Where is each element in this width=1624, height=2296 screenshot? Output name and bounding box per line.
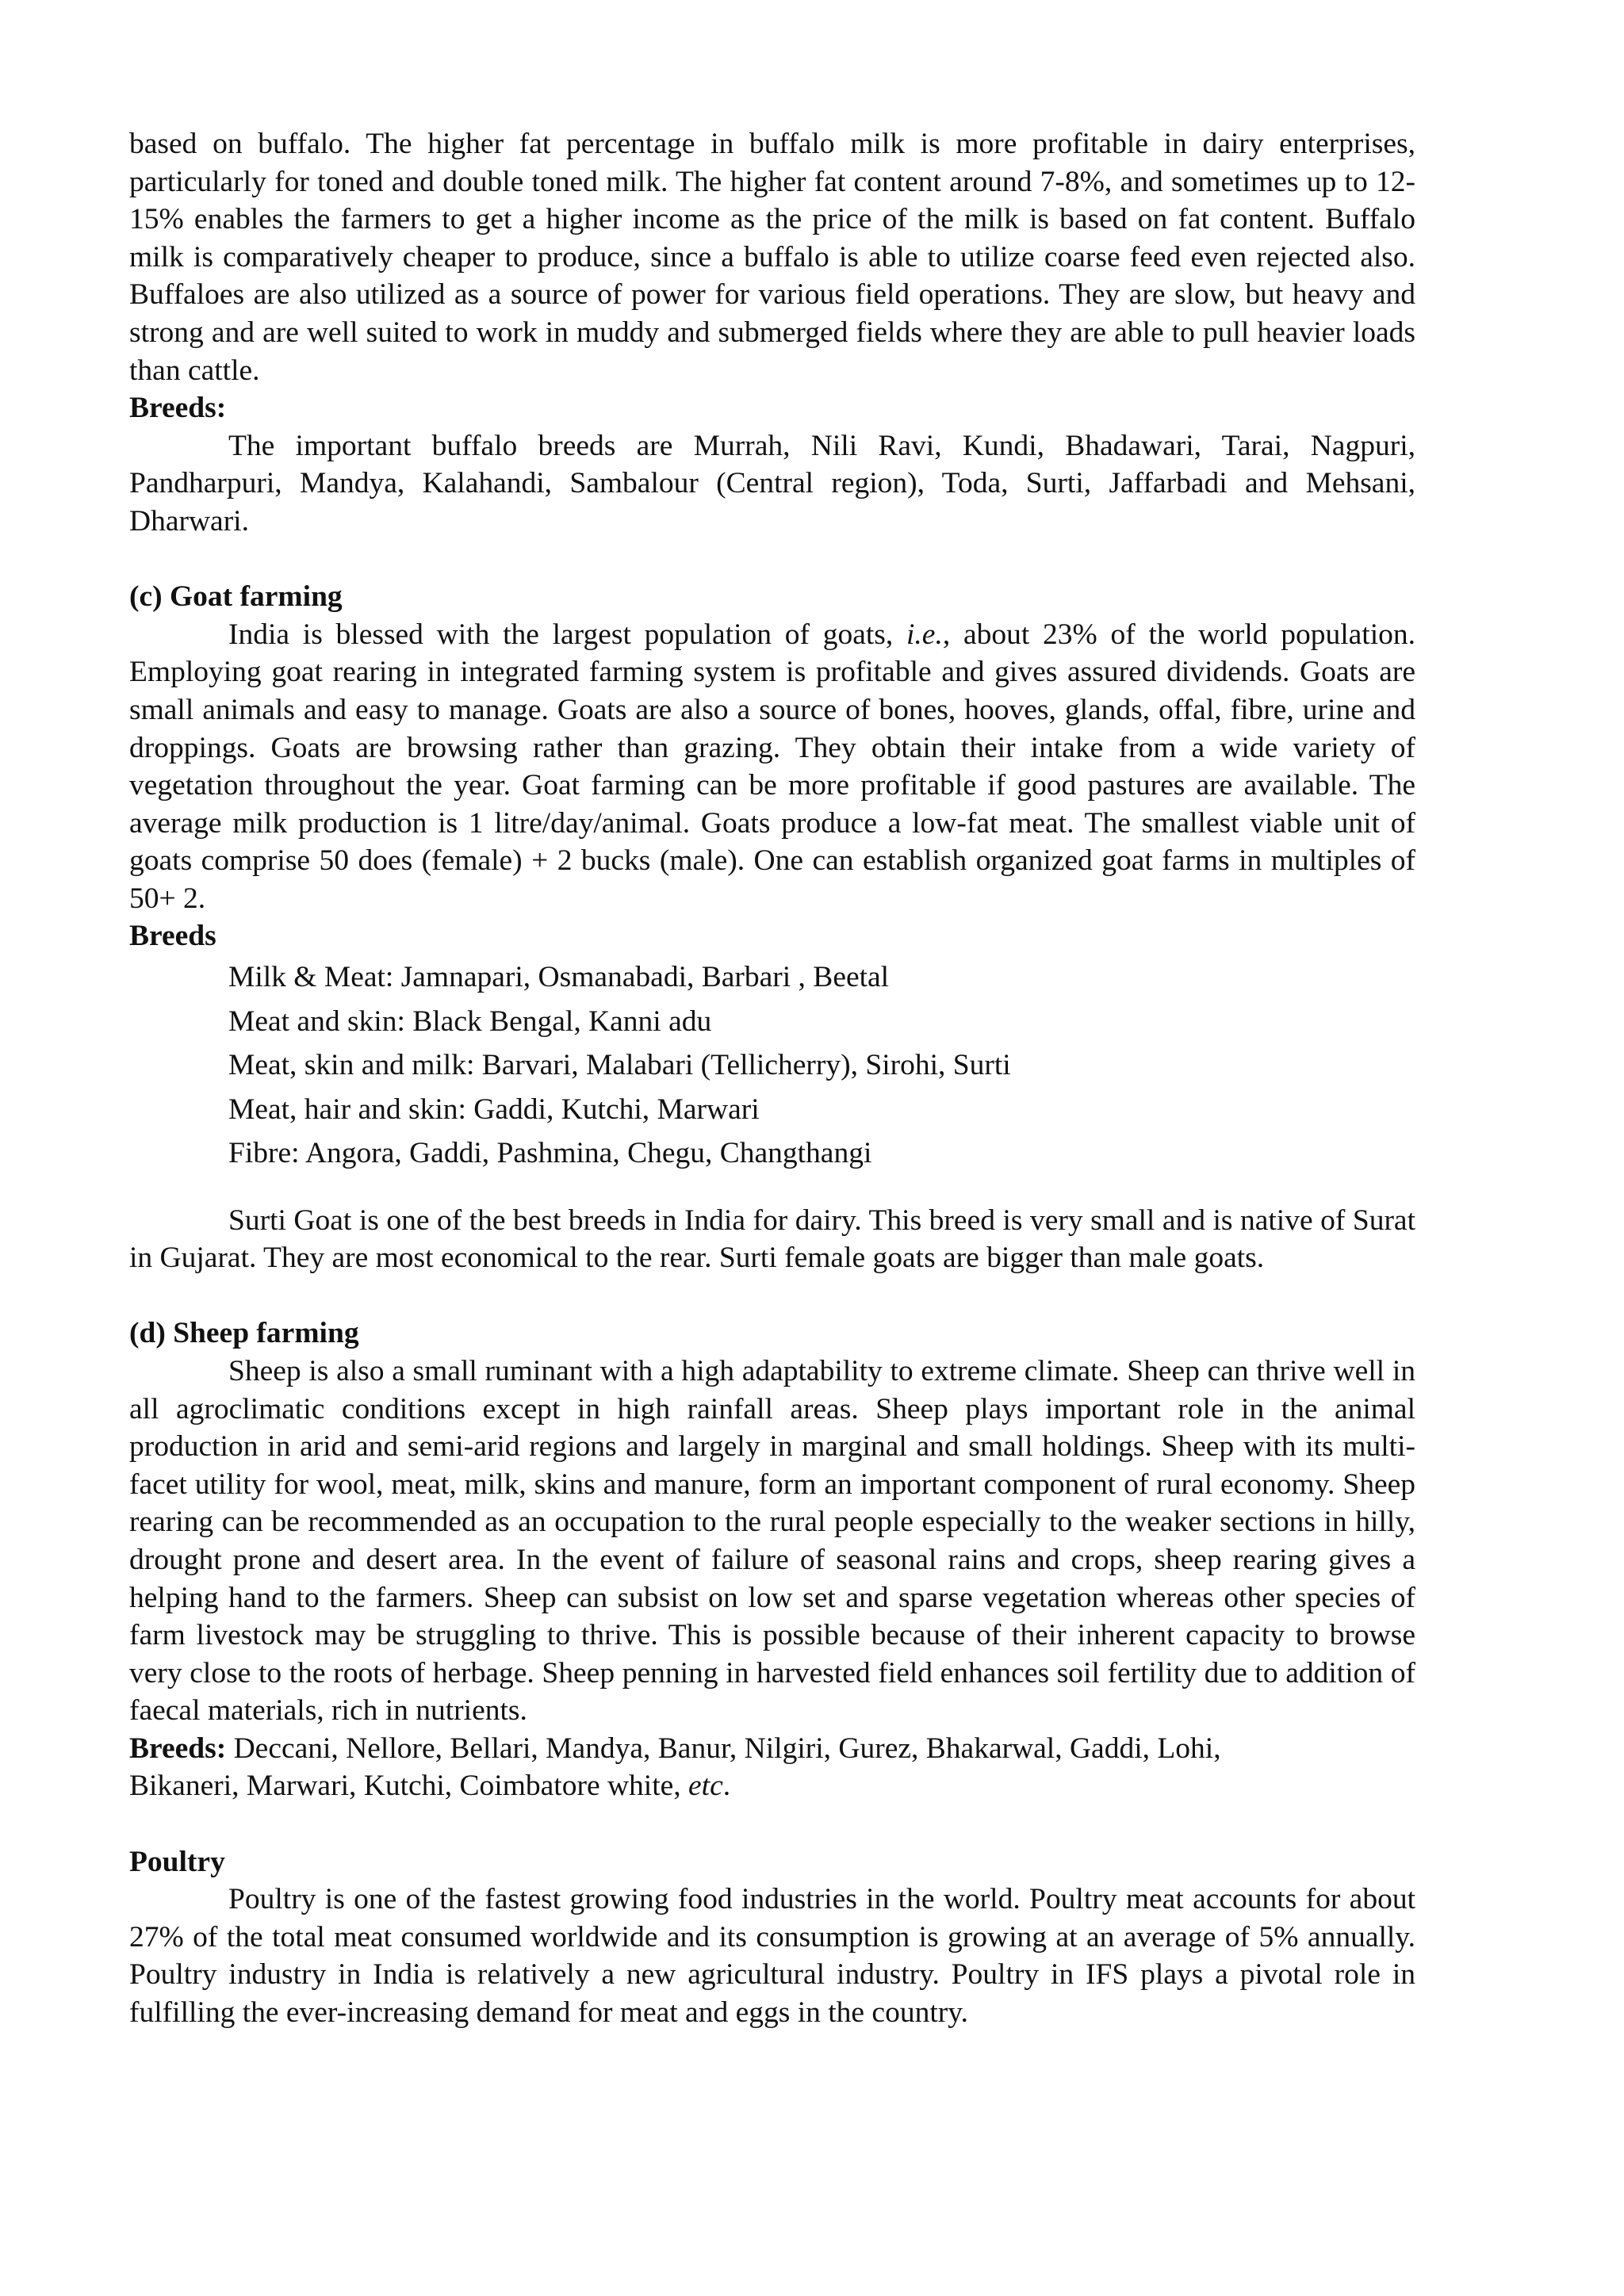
goat-breed-line: Meat, skin and milk: Barvari, Malabari (Tellicherry), Sirohi, Surti (228, 1049, 1011, 1082)
goat-breed-line: Meat, hair and skin: Gaddi, Kutchi, Marwari (228, 1093, 760, 1126)
goat-farming-paragraph (129, 616, 1415, 918)
goat-breed-line: Fibre: Angora, Gaddi, Pashmina, Chegu, Changthangi (228, 1137, 872, 1170)
sheep-breeds-text-1: Deccani, Nellore, Bellari, Mandya, Banur, Nilgiri, Gurez, Bhakarwal, Gaddi, Lohi, (226, 1732, 1221, 1765)
section-spacer (129, 1277, 1415, 1315)
sheep-breeds-end: . (722, 1770, 731, 1803)
buffalo-breeds-paragraph: The important buffalo breeds are Murrah, Nili Ravi, Kundi, Bhadawari, Tarai, Nagpuri, Pandharpuri, Mandya, Kalahandi, Sambalour (Central region), Toda, Surti, Jaffarbadi and Mehsani, Dharwari. (129, 429, 1415, 538)
poultry-paragraph: Poultry is one of the fastest growing food industries in the world. Poultry meat accounts for about 27% of the total meat consumed worldwide and its consumption is growing at an average of 5% annually. Poultry industry in India is relatively a new agricultural industry. Poultry in IFS plays a pivotal role in fulfilling the ever-increasing demand for meat and eggs in the country. (129, 1883, 1415, 2030)
poultry-heading: Poultry (129, 1845, 225, 1878)
section-spacer (129, 1805, 1415, 1843)
goat-farming-heading: (c) Goat farming (129, 580, 343, 614)
goat-para-text-1: India is blessed with the largest population of goats, (228, 618, 907, 651)
goat-para-italic-ie: i.e. (906, 618, 943, 651)
sheep-farming-paragraph: Sheep is also a small ruminant with a high adaptability to extreme climate. Sheep can thrive well in all agroclimatic conditions except in high rainfall areas. Sheep plays important role in the animal production in arid and semi-arid regions and largely in marginal and small holdings. Sheep with its multi-facet utility for wool, meat, milk, skins and manure, form an important component of rural economy. Sheep rearing can be recommended as an occupation to the rural people especially to the weaker sections in hilly, drought prone and desert area. In the event of failure of seasonal rains and crops, sheep rearing gives a helping hand to the farmers. Sheep can subsist on low set and sparse vegetation whereas other species of farm livestock may be struggling to thrive. This is possible because of their inherent capacity to browse very close to the roots of herbage. Sheep penning in harvested field enhances soil fertility due to addition of faecal materials, rich in nutrients. (129, 1354, 1415, 1728)
buffalo-intro-paragraph: based on buffalo. The higher fat percentage in buffalo milk is more profitable in dairy enterprises, particularly for toned and double toned milk. The higher fat content around 7-8%, and sometimes up to 12-15% enables the farmers to get a higher income as the price of the milk is based on fat content. Buffalo milk is comparatively cheaper to produce, since a buffalo is able to utilize coarse feed even rejected also. Buffaloes are also utilized as a source of power for various field operations. They are slow, but heavy and strong and are well suited to work in muddy and submerged fields where they are able to pull heavier loads than cattle. (129, 128, 1415, 387)
buffalo-breeds-heading: Breeds: (129, 392, 227, 425)
section-spacer (129, 541, 1415, 579)
goat-breed-line: Milk & Meat: Jamnapari, Osmanabadi, Barbari , Beetal (228, 961, 890, 994)
goat-para-text-2: , about 23% of the world population. Employing goat rearing in integrated farming system is profitable and gives assured dividends. Goats are small animals and easy to manage. Goats are also a source of bones, hooves, glands, offal, fibre, urine and droppings. Goats are browsing rather than grazing. They obtain their intake from a wide variety of vegetation throughout the year. Goat farming can be more profitable if good pastures are available. The average milk production is 1 litre/day/animal. Goats produce a low-fat meat. The smallest viable unit of goats comprise 50 does (female) + 2 bucks (male). One can establish organized goat farms in multiples of 50+ 2. (129, 618, 1415, 915)
goat-breed-list-wrapper (129, 955, 1415, 1176)
sheep-breeds-line (129, 1730, 1415, 1805)
surti-goat-paragraph: Surti Goat is one of the best breeds in India for dairy. This breed is very small and is native of Surat in Gujarat. They are most economical to the rear. Surti female goats are bigger than male goats. (129, 1203, 1415, 1275)
document-page (129, 125, 1415, 2032)
sheep-breeds-label: Breeds: (129, 1732, 227, 1765)
sheep-breeds-text-2: Bikaneri, Marwari, Kutchi, Coimbatore white, (129, 1770, 689, 1803)
goat-breed-list (129, 955, 1415, 1176)
sheep-farming-heading: (d) Sheep farming (129, 1317, 359, 1350)
goat-breed-line: Meat and skin: Black Bengal, Kanni adu (228, 1004, 712, 1038)
sheep-breeds-italic-etc: etc (688, 1770, 723, 1803)
goat-breeds-heading: Breeds (129, 920, 216, 953)
